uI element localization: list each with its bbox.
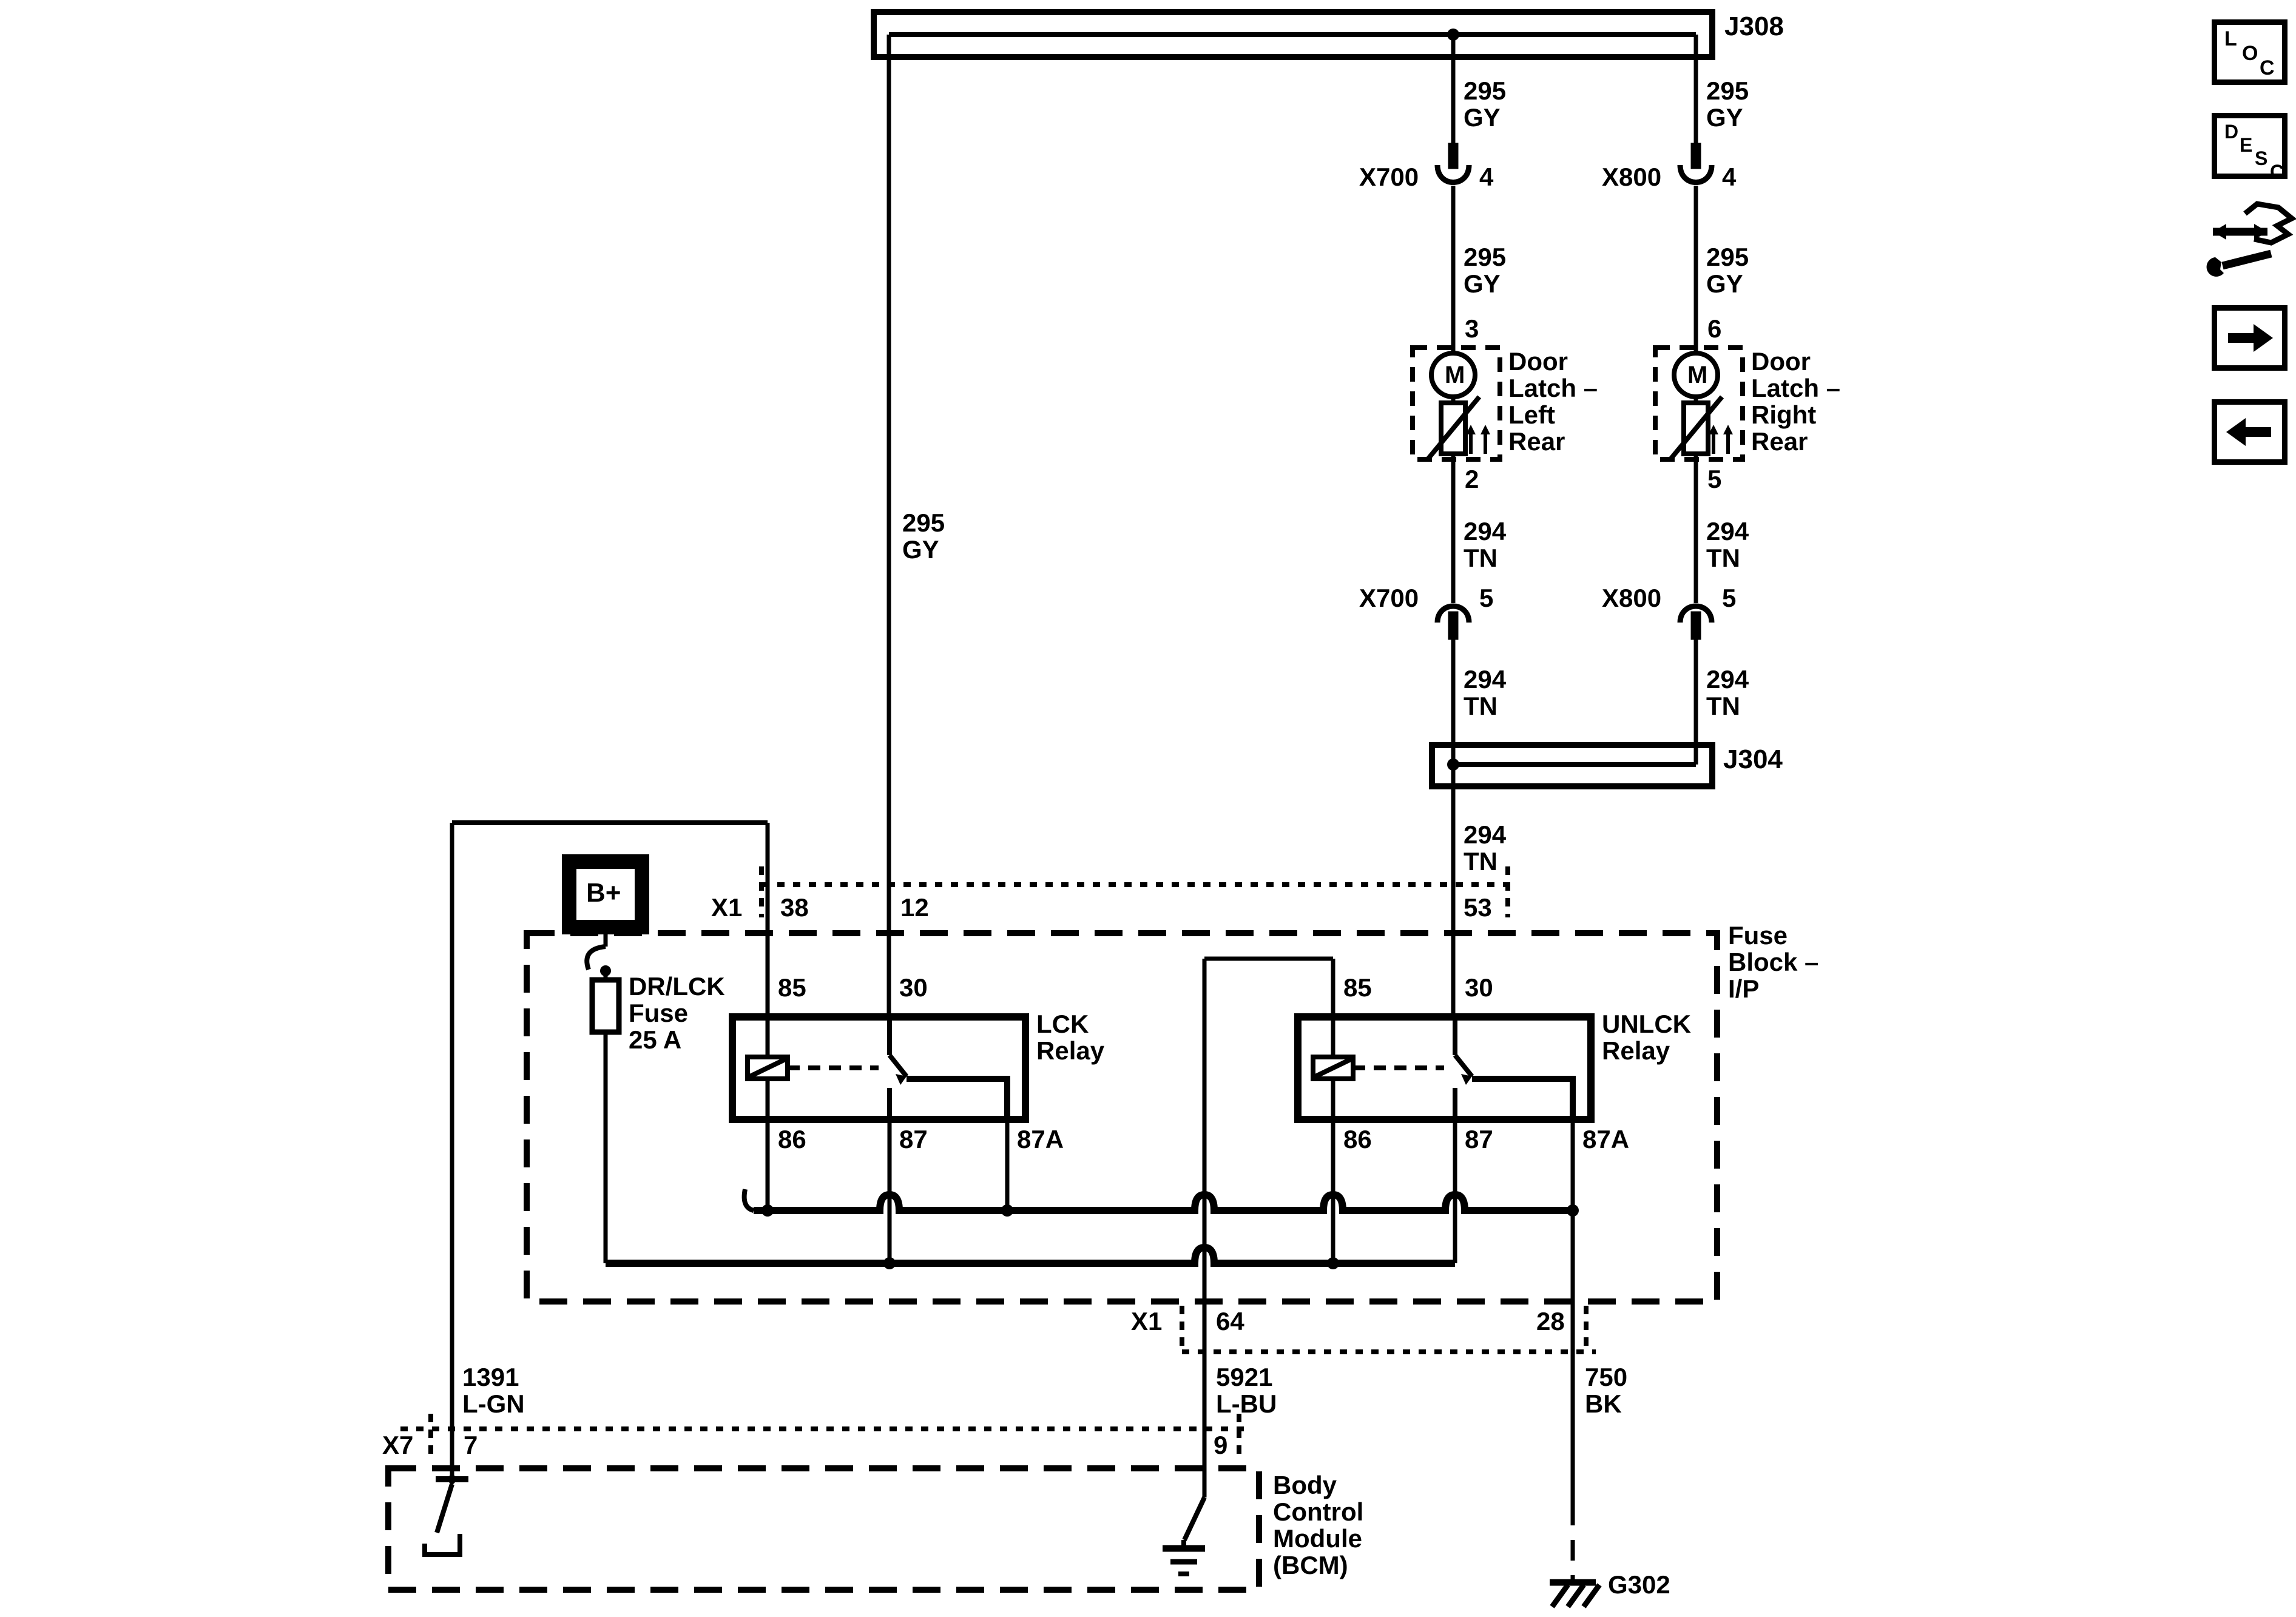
stair-letter: O [2242, 42, 2258, 65]
latch-left-name-1: Door [1508, 347, 1568, 376]
wire-label-294: 294 [1464, 517, 1507, 545]
stair-letter: D [2224, 121, 2239, 143]
wrench-head [2207, 257, 2224, 277]
latch-right-pin-bottom: 5 [1707, 465, 1722, 493]
fuse-name-3: 25 A [629, 1025, 682, 1054]
lck-pin85-label: 85 [778, 973, 806, 1002]
x1-pin28-label: 28 [1536, 1307, 1565, 1335]
wire-label-295: 295 [1706, 76, 1749, 105]
wire-label-295: 295 [1706, 243, 1749, 271]
x1-bottom-connector-label: X1 [1131, 1307, 1163, 1335]
x700-pin5-label: 5 [1479, 584, 1494, 612]
x800-pin4-label: 4 [1722, 163, 1737, 191]
bcm-name-4: (BCM) [1273, 1551, 1348, 1579]
wire-label-gy: GY [1706, 103, 1743, 132]
wire-label-tn: TN [1464, 544, 1497, 572]
unlck-pin85-label: 85 [1343, 973, 1372, 1002]
unlck-pin87-label: 87 [1465, 1125, 1493, 1153]
bcm-outline [388, 1468, 1259, 1590]
forward-button[interactable] [2212, 305, 2288, 371]
lck-relay-box [732, 1017, 1025, 1119]
x7-pin7-label: 7 [464, 1431, 478, 1459]
wire-label-294: 294 [1464, 665, 1507, 694]
latch-left-name-3: Left [1508, 400, 1555, 429]
j304-label: J304 [1723, 744, 1783, 774]
unlck-pin86-label: 86 [1343, 1125, 1372, 1153]
latch-right-name-1: Door [1751, 347, 1811, 376]
lck-relay-name-1: LCK [1036, 1010, 1089, 1038]
j308-label: J308 [1724, 12, 1784, 41]
wire-label-tn: TN [1464, 847, 1497, 876]
bcm-name-2: Control [1273, 1497, 1364, 1526]
wire-label-gy: GY [902, 535, 939, 564]
stair-letter: E [2240, 134, 2253, 156]
unlck-relay-87a-contact [1472, 1079, 1573, 1119]
bus-end-curl [745, 1189, 754, 1210]
wrench-arrow-icon [2200, 200, 2296, 279]
latch-right-name-3: Right [1751, 400, 1817, 429]
wire-label-1391: 1391 [462, 1363, 519, 1391]
unlck-relay-name-2: Relay [1602, 1036, 1670, 1065]
unlck-relay-arm [1455, 1055, 1472, 1076]
g302-ground-hatch [1552, 1585, 1599, 1607]
fuse-block-name-1: Fuse [1728, 921, 1788, 950]
wire-label-294: 294 [1464, 820, 1507, 849]
x700-pin4-label: 4 [1479, 163, 1494, 191]
lck-relay-arm [890, 1055, 907, 1076]
x7-connector-label: X7 [382, 1431, 414, 1459]
junction-dots [761, 29, 1579, 1269]
wire-label-750: 750 [1585, 1363, 1628, 1391]
wire-5921-jog [1204, 959, 1333, 1017]
wire-label-gy: GY [1706, 269, 1743, 298]
direction-arrows-right [1709, 425, 1733, 434]
stair-letter: S [2255, 147, 2268, 169]
bcm-unlock-driver-ground [1163, 1429, 1205, 1574]
bcm-name-3: Module [1273, 1524, 1362, 1553]
latch-right-name-4: Rear [1751, 427, 1808, 456]
loc-button[interactable] [2212, 19, 2288, 85]
wire-label-295: 295 [902, 508, 945, 537]
stair-letter: C [2270, 161, 2284, 183]
wire-label-5921: 5921 [1216, 1363, 1273, 1391]
x800-pin4-terminal [1691, 143, 1701, 169]
stair-letter: L [2224, 27, 2237, 50]
wire-label-295: 295 [1464, 243, 1507, 271]
wire-label-bk: BK [1585, 1389, 1622, 1418]
lck-relay-name-2: Relay [1036, 1036, 1105, 1065]
x700-pin5-terminal [1448, 612, 1458, 640]
wire-label-295: 295 [1464, 76, 1507, 105]
wire-label-tn: TN [1464, 692, 1497, 720]
unlck-pin87a-label: 87A [1582, 1125, 1630, 1153]
wire-label-gy: GY [1464, 103, 1501, 132]
wire-label-294: 294 [1706, 517, 1749, 545]
x1-pin53-label: 53 [1464, 893, 1492, 922]
diagnostic-tools-button[interactable] [2200, 200, 2296, 279]
x1-top-connector-label: X1 [711, 893, 743, 922]
lck-pin30-label: 30 [899, 973, 928, 1002]
x800-pin5-terminal [1691, 612, 1701, 640]
part-outline [2245, 204, 2292, 243]
x800-pin5-label: 5 [1722, 584, 1737, 612]
lck-relay-87a-contact [907, 1079, 1007, 1119]
x1-pin38-label: 38 [780, 893, 809, 922]
desc-button[interactable] [2212, 113, 2288, 183]
x800-connector-label: X800 [1602, 584, 1662, 612]
wire-label-gy: GY [1464, 269, 1501, 298]
unlck-pin30-label: 30 [1465, 973, 1493, 1002]
latch-left-name-4: Rear [1508, 427, 1565, 456]
x700-connector-label: X700 [1359, 163, 1419, 191]
latch-right-name-2: Latch – [1751, 374, 1841, 402]
battery-positive-label: B+ [586, 878, 621, 908]
motor-letter-left: M [1445, 362, 1465, 388]
drlck-fuse-symbol [592, 980, 619, 1032]
lck-pin87a-label: 87A [1017, 1125, 1064, 1153]
g302-label: G302 [1608, 1570, 1670, 1599]
ground-bus-line [754, 1195, 1573, 1210]
x700-connector-label: X700 [1359, 584, 1419, 612]
stair-letter: C [2260, 56, 2275, 79]
wire-label-tn: TN [1706, 544, 1740, 572]
lck-pin87-label: 87 [899, 1125, 928, 1153]
latch-left-pin-top: 3 [1465, 314, 1479, 343]
bcm-name-1: Body [1273, 1471, 1337, 1499]
wire-label-lgn: L-GN [462, 1389, 525, 1418]
x800-connector-label: X800 [1602, 163, 1662, 191]
fuse-name-1: DR/LCK [629, 972, 725, 1001]
fuse-name-2: Fuse [629, 999, 689, 1027]
wire-label-lbu: L-BU [1216, 1389, 1277, 1418]
fuse-block-name-3: I/P [1728, 974, 1760, 1003]
fuse-block-name-2: Block – [1728, 948, 1819, 976]
unlck-relay-name-1: UNLCK [1602, 1010, 1691, 1038]
x700-pin4-terminal [1448, 143, 1458, 169]
motor-letter-right: M [1687, 362, 1708, 388]
latch-left-name-2: Latch – [1508, 374, 1598, 402]
bcm-pin9-label: 9 [1214, 1431, 1228, 1459]
x1-pin12-label: 12 [900, 893, 929, 922]
back-button[interactable] [2212, 399, 2288, 465]
direction-arrows-left [1466, 425, 1490, 434]
wire-label-294: 294 [1706, 665, 1749, 694]
lck-pin86-label: 86 [778, 1125, 806, 1153]
x1-pin64-label: 64 [1216, 1307, 1244, 1335]
latch-right-pin-top: 6 [1707, 314, 1722, 343]
latch-left-pin-bottom: 2 [1465, 465, 1479, 493]
wire-label-tn: TN [1706, 692, 1740, 720]
unlck-relay-box [1298, 1017, 1591, 1119]
left-arrow-icon [2217, 405, 2282, 459]
right-arrow-icon [2217, 311, 2282, 365]
